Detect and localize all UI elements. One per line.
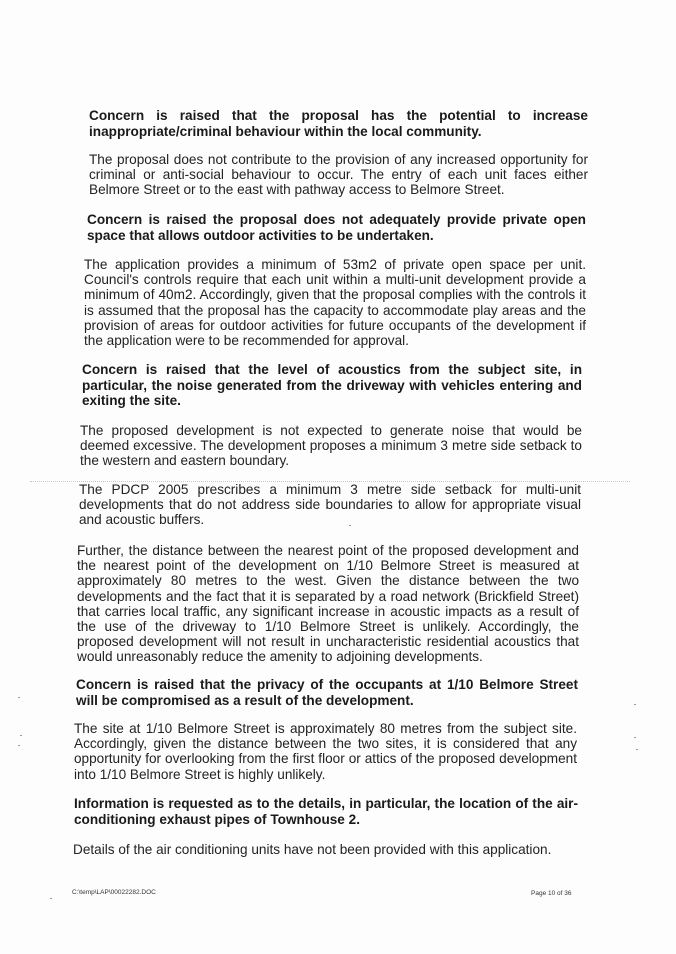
scan-speck (634, 737, 636, 738)
concern-heading-private-open-space: Concern is raised the proposal does not adequately provide private open space that allows outdoor activities to be undertaken. (87, 212, 586, 243)
scan-speck (634, 704, 636, 705)
footer-page-number: Page 10 of 36 (531, 890, 572, 897)
response-paragraph-criminal-behaviour: The proposal does not contribute to the provision of any increased opportunity for criminal or anti-social behaviour to occur. The entry of each unit faces either Belmore Street or to the east with pathway access to Belmore Street. (89, 152, 588, 198)
scan-speck (50, 898, 52, 899)
response-paragraph-acoustics-distance: Further, the distance between the nearest point of the proposed development and the nearest point of the development on 1/10 Belmore Street is measured at approximately 80 metres to the west. Given the distance between the two developments and the fact that it is separated by a road network (Brickfield Street) that carries local traffic, any significant increase in acoustic impacts as a result of the use of the driveway to 1/10 Belmore Street is unlikely. Accordingly, the proposed development will not result in uncharacteristic residential acoustics that would unreasonably reduce the amenity to adjoining developments. (77, 543, 579, 665)
information-request-heading-air-conditioning: Information is requested as to the details, in particular, the location of the air-conditioning exhaust pipes of Townhouse 2. (74, 796, 578, 827)
response-paragraph-air-conditioning: Details of the air conditioning units have not been provided with this application. (73, 842, 552, 857)
response-paragraph-privacy: The site at 1/10 Belmore Street is approximately 80 metres from the subject site. Accordingly, given the distance between the two sites, it is considered that any opportunity for overlooking from the first floor or attics of the proposed development into 1/10 Belmore Street is highly unlikely. (74, 721, 577, 782)
scan-speck (636, 749, 638, 750)
scan-speck (18, 745, 20, 746)
concern-heading-acoustics: Concern is raised that the level of acoustics from the subject site, in particular, the noise generated from the driveway with vehicles entering and exiting the site. (82, 362, 582, 409)
response-paragraph-acoustics-setback: The PDCP 2005 prescribes a minimum 3 metre side setback for multi-unit developments that do not address side boundaries to allow for appropriate visual and acoustic buffers. (79, 482, 581, 528)
response-paragraph-private-open-space: The application provides a minimum of 53m2 of private open space per unit. Council's controls require that each unit within a multi-unit development provide a minimum of 40m2. Accordingly, given that the proposal complies with the controls it is assumed that the proposal has the capacity to accommodate play areas and the provision of areas for outdoor activities for future occupants of the development if the application were to be recommended for approval. (84, 257, 586, 349)
concern-heading-privacy: Concern is raised that the privacy of the occupants at 1/10 Belmore Street will be compromised as a result of the development. (76, 677, 578, 708)
scan-speck (349, 525, 351, 526)
scan-speck (18, 697, 20, 698)
scan-speck (20, 735, 22, 736)
footer-file-path: C:\temp\LAP\00022282.DOC (72, 889, 156, 896)
response-paragraph-acoustics-noise: The proposed development is not expected to generate noise that would be deemed excessive. The development proposes a minimum 3 metre side setback to the western and eastern boundary. (80, 423, 582, 469)
concern-heading-criminal-behaviour: Concern is raised that the proposal has the potential to increase inappropriate/criminal behaviour within the local community. (89, 108, 588, 139)
